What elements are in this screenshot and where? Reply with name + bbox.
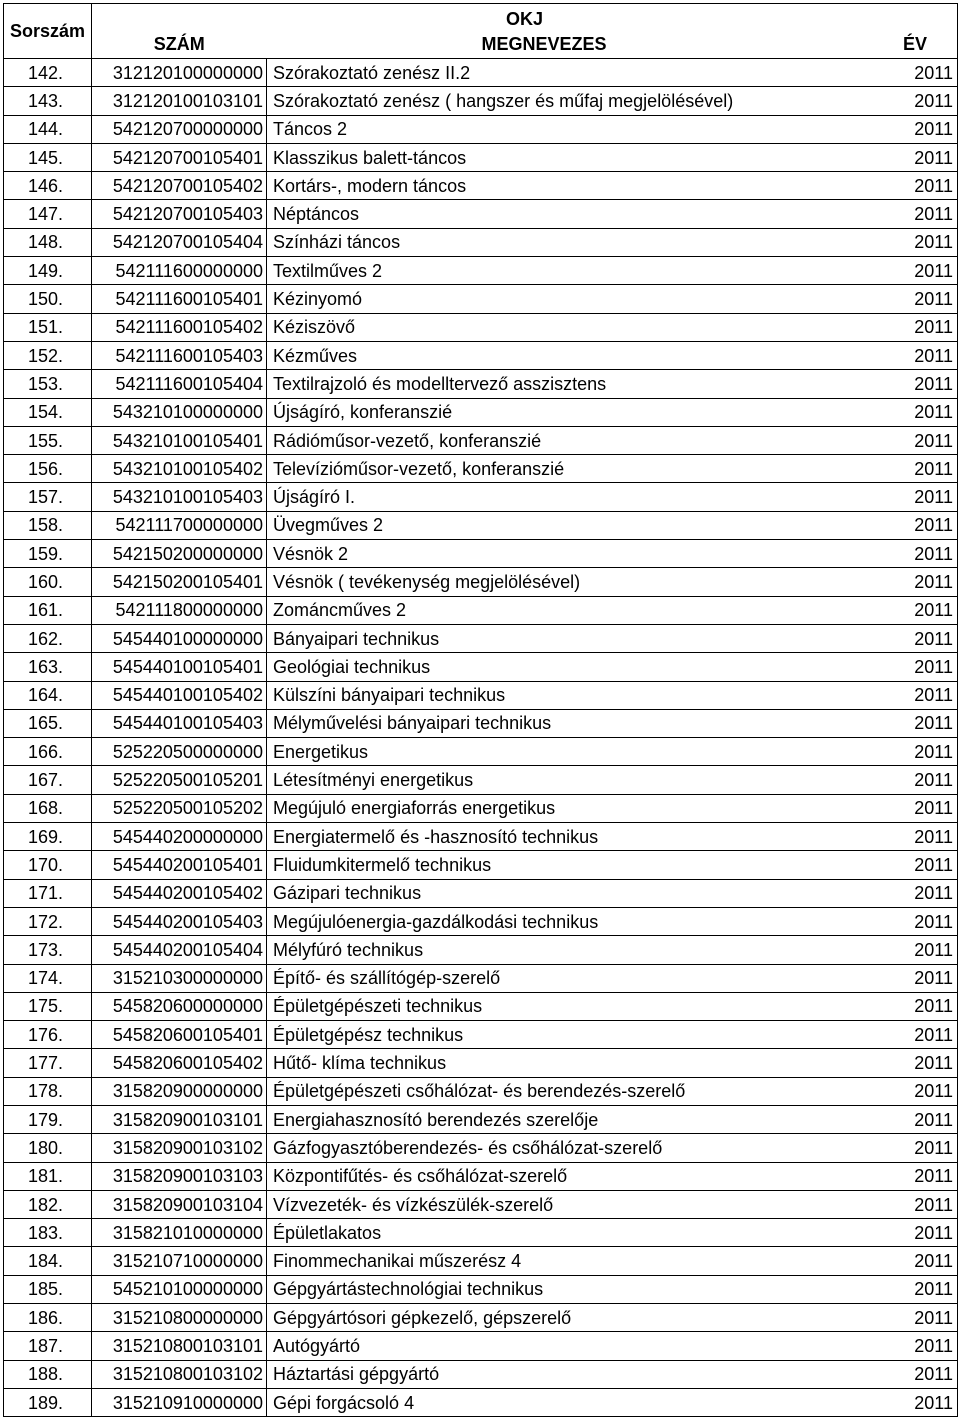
year-cell: 2011	[822, 1105, 958, 1133]
okj-code: 312120100000000	[92, 59, 267, 87]
table-row	[4, 313, 958, 341]
table-row	[4, 624, 958, 652]
okj-code: 542150200000000	[92, 540, 267, 568]
okj-code: 545440100105403	[92, 709, 267, 737]
table-row	[4, 738, 958, 766]
okj-code: 525220500105201	[92, 766, 267, 794]
table-row	[4, 1332, 958, 1360]
row-number: 181.	[4, 1162, 92, 1190]
table-body	[4, 59, 958, 1417]
qualification-name: Energetikus	[267, 738, 822, 766]
table-row	[4, 1077, 958, 1105]
okj-code: 545820600105401	[92, 1021, 267, 1049]
year-cell: 2011	[822, 228, 958, 256]
qualification-name: Újságíró, konferanszié	[267, 398, 822, 426]
row-number: 179.	[4, 1105, 92, 1133]
row-number: 146.	[4, 172, 92, 200]
row-number: 187.	[4, 1332, 92, 1360]
qualification-name: Rádióműsor-vezető, konferanszié	[267, 426, 822, 454]
row-number: 185.	[4, 1275, 92, 1303]
table-row	[4, 257, 958, 285]
year-cell: 2011	[822, 398, 958, 426]
qualification-name: Épületlakatos	[267, 1219, 822, 1247]
header-megnevezes: MEGNEVEZES	[267, 31, 822, 59]
table-row	[4, 1021, 958, 1049]
row-number: 147.	[4, 200, 92, 228]
year-cell: 2011	[822, 766, 958, 794]
qualification-name: Klasszikus balett-táncos	[267, 143, 822, 171]
qualification-name: Textilrajzoló és modelltervező asszisztens	[267, 370, 822, 398]
table-row	[4, 398, 958, 426]
row-number: 145.	[4, 143, 92, 171]
table-row	[4, 1190, 958, 1218]
table-header	[4, 4, 958, 59]
qualification-name: Újságíró I.	[267, 483, 822, 511]
year-cell: 2011	[822, 172, 958, 200]
table-row	[4, 964, 958, 992]
table-row	[4, 596, 958, 624]
row-number: 189.	[4, 1388, 92, 1416]
qualification-name: Épületgépész technikus	[267, 1021, 822, 1049]
qualification-name: Kézinyomó	[267, 285, 822, 313]
year-cell: 2011	[822, 794, 958, 822]
qualification-name: Üvegműves 2	[267, 511, 822, 539]
okj-code: 315210710000000	[92, 1247, 267, 1275]
okj-code: 315210800000000	[92, 1304, 267, 1332]
table-row	[4, 87, 958, 115]
table-row	[4, 228, 958, 256]
row-number: 167.	[4, 766, 92, 794]
qualification-name: Bányaipari technikus	[267, 624, 822, 652]
okj-code: 315210800103101	[92, 1332, 267, 1360]
year-cell: 2011	[822, 341, 958, 369]
year-cell: 2011	[822, 540, 958, 568]
okj-code: 545440200105403	[92, 907, 267, 935]
table-row	[4, 426, 958, 454]
header-ev: ÉV	[822, 31, 958, 59]
okj-code: 545440200105404	[92, 936, 267, 964]
okj-code: 545440100105402	[92, 681, 267, 709]
year-cell: 2011	[822, 313, 958, 341]
qualification-name: Gépi forgácsoló 4	[267, 1388, 822, 1416]
table-row	[4, 285, 958, 313]
qualification-name: Mélyfúró technikus	[267, 936, 822, 964]
table-row	[4, 653, 958, 681]
row-number: 148.	[4, 228, 92, 256]
row-number: 175.	[4, 992, 92, 1020]
year-cell: 2011	[822, 426, 958, 454]
header-sorszam: Sorszám	[4, 4, 92, 59]
table-row	[4, 568, 958, 596]
qualification-name: Energiatermelő és -hasznosító technikus	[267, 823, 822, 851]
table-row	[4, 1049, 958, 1077]
okj-code: 545440200105401	[92, 851, 267, 879]
year-cell: 2011	[822, 257, 958, 285]
okj-code: 315820900103104	[92, 1190, 267, 1218]
table-row	[4, 1360, 958, 1388]
year-cell: 2011	[822, 1134, 958, 1162]
qualification-name: Létesítményi energetikus	[267, 766, 822, 794]
okj-code: 542111600105404	[92, 370, 267, 398]
year-cell: 2011	[822, 681, 958, 709]
year-cell: 2011	[822, 1247, 958, 1275]
year-cell: 2011	[822, 1049, 958, 1077]
table-row	[4, 1388, 958, 1416]
table-row	[4, 483, 958, 511]
okj-code: 315820900103103	[92, 1162, 267, 1190]
okj-code: 545820600000000	[92, 992, 267, 1020]
row-number: 158.	[4, 511, 92, 539]
table-row	[4, 1275, 958, 1303]
row-number: 170.	[4, 851, 92, 879]
qualification-name: Mélyművelési bányaipari technikus	[267, 709, 822, 737]
row-number: 169.	[4, 823, 92, 851]
okj-code: 543210100105402	[92, 455, 267, 483]
table-row	[4, 879, 958, 907]
year-cell: 2011	[822, 879, 958, 907]
year-cell: 2011	[822, 1332, 958, 1360]
row-number: 180.	[4, 1134, 92, 1162]
qualification-name: Televízióműsor-vezető, konferanszié	[267, 455, 822, 483]
year-cell: 2011	[822, 568, 958, 596]
qualification-name: Épületgépészeti csőhálózat- és berendezés-szerelő	[267, 1077, 822, 1105]
qualification-name: Központifűtés- és csőhálózat-szerelő	[267, 1162, 822, 1190]
row-number: 171.	[4, 879, 92, 907]
row-number: 143.	[4, 87, 92, 115]
row-number: 156.	[4, 455, 92, 483]
qualification-name: Gázipari technikus	[267, 879, 822, 907]
qualification-name: Hűtő- klíma technikus	[267, 1049, 822, 1077]
year-cell: 2011	[822, 1275, 958, 1303]
header-okj: OKJ	[92, 4, 958, 32]
year-cell: 2011	[822, 596, 958, 624]
qualification-name: Vízvezeték- és vízkészülék-szerelő	[267, 1190, 822, 1218]
qualification-name: Építő- és szállítógép-szerelő	[267, 964, 822, 992]
okj-code: 545210100000000	[92, 1275, 267, 1303]
qualification-name: Geológiai technikus	[267, 653, 822, 681]
qualification-name: Vésnök ( tevékenység megjelölésével)	[267, 568, 822, 596]
row-number: 188.	[4, 1360, 92, 1388]
okj-table	[3, 3, 958, 1417]
table-row	[4, 794, 958, 822]
table-row	[4, 709, 958, 737]
qualification-name: Háztartási gépgyártó	[267, 1360, 822, 1388]
qualification-name: Táncos 2	[267, 115, 822, 143]
year-cell: 2011	[822, 653, 958, 681]
table-row	[4, 936, 958, 964]
year-cell: 2011	[822, 285, 958, 313]
qualification-name: Kéziszövő	[267, 313, 822, 341]
table-row	[4, 511, 958, 539]
qualification-name: Kézműves	[267, 341, 822, 369]
year-cell: 2011	[822, 511, 958, 539]
year-cell: 2011	[822, 851, 958, 879]
year-cell: 2011	[822, 1360, 958, 1388]
okj-table-sheet	[3, 3, 957, 1417]
table-row	[4, 907, 958, 935]
year-cell: 2011	[822, 87, 958, 115]
qualification-name: Megújuló energiaforrás energetikus	[267, 794, 822, 822]
qualification-name: Megújulóenergia-gazdálkodási technikus	[267, 907, 822, 935]
qualification-name: Szórakoztató zenész II.2	[267, 59, 822, 87]
year-cell: 2011	[822, 1304, 958, 1332]
year-cell: 2011	[822, 709, 958, 737]
table-row	[4, 1162, 958, 1190]
year-cell: 2011	[822, 823, 958, 851]
row-number: 173.	[4, 936, 92, 964]
row-number: 162.	[4, 624, 92, 652]
qualification-name: Kortárs-, modern táncos	[267, 172, 822, 200]
okj-code: 312120100103101	[92, 87, 267, 115]
row-number: 166.	[4, 738, 92, 766]
row-number: 149.	[4, 257, 92, 285]
row-number: 184.	[4, 1247, 92, 1275]
year-cell: 2011	[822, 1219, 958, 1247]
row-number: 182.	[4, 1190, 92, 1218]
year-cell: 2011	[822, 455, 958, 483]
qualification-name: Zománcműves 2	[267, 596, 822, 624]
year-cell: 2011	[822, 483, 958, 511]
row-number: 176.	[4, 1021, 92, 1049]
year-cell: 2011	[822, 1077, 958, 1105]
row-number: 152.	[4, 341, 92, 369]
row-number: 168.	[4, 794, 92, 822]
year-cell: 2011	[822, 143, 958, 171]
okj-code: 315210910000000	[92, 1388, 267, 1416]
okj-code: 545440100000000	[92, 624, 267, 652]
okj-code: 545440100105401	[92, 653, 267, 681]
okj-code: 315820900000000	[92, 1077, 267, 1105]
table-row	[4, 766, 958, 794]
table-row	[4, 172, 958, 200]
year-cell: 2011	[822, 115, 958, 143]
table-row	[4, 341, 958, 369]
row-number: 178.	[4, 1077, 92, 1105]
qualification-name: Finommechanikai műszerész 4	[267, 1247, 822, 1275]
okj-code: 315820900103101	[92, 1105, 267, 1133]
row-number: 159.	[4, 540, 92, 568]
okj-code: 542120700105401	[92, 143, 267, 171]
table-row	[4, 200, 958, 228]
qualification-name: Fluidumkitermelő technikus	[267, 851, 822, 879]
table-row	[4, 115, 958, 143]
year-cell: 2011	[822, 1162, 958, 1190]
table-row	[4, 1247, 958, 1275]
okj-code: 525220500105202	[92, 794, 267, 822]
row-number: 157.	[4, 483, 92, 511]
okj-code: 315210800103102	[92, 1360, 267, 1388]
table-row	[4, 143, 958, 171]
row-number: 154.	[4, 398, 92, 426]
row-number: 165.	[4, 709, 92, 737]
table-row	[4, 455, 958, 483]
qualification-name: Gépgyártósori gépkezelő, gépszerelő	[267, 1304, 822, 1332]
row-number: 160.	[4, 568, 92, 596]
year-cell: 2011	[822, 370, 958, 398]
year-cell: 2011	[822, 992, 958, 1020]
table-row	[4, 851, 958, 879]
qualification-name: Gépgyártástechnológiai technikus	[267, 1275, 822, 1303]
row-number: 155.	[4, 426, 92, 454]
okj-code: 545440200105402	[92, 879, 267, 907]
table-row	[4, 540, 958, 568]
okj-code: 545820600105402	[92, 1049, 267, 1077]
year-cell: 2011	[822, 936, 958, 964]
okj-code: 542111700000000	[92, 511, 267, 539]
okj-code: 315210300000000	[92, 964, 267, 992]
row-number: 174.	[4, 964, 92, 992]
year-cell: 2011	[822, 200, 958, 228]
year-cell: 2011	[822, 1021, 958, 1049]
table-row	[4, 370, 958, 398]
qualification-name: Épületgépészeti technikus	[267, 992, 822, 1020]
row-number: 164.	[4, 681, 92, 709]
row-number: 153.	[4, 370, 92, 398]
year-cell: 2011	[822, 907, 958, 935]
row-number: 183.	[4, 1219, 92, 1247]
okj-code: 542120700105404	[92, 228, 267, 256]
header-szam: SZÁM	[92, 31, 267, 59]
row-number: 186.	[4, 1304, 92, 1332]
qualification-name: Szórakoztató zenész ( hangszer és műfaj megjelölésével)	[267, 87, 822, 115]
row-number: 161.	[4, 596, 92, 624]
okj-code: 542111600105402	[92, 313, 267, 341]
okj-code: 542120700105402	[92, 172, 267, 200]
row-number: 177.	[4, 1049, 92, 1077]
okj-code: 315821010000000	[92, 1219, 267, 1247]
table-row	[4, 1304, 958, 1332]
row-number: 172.	[4, 907, 92, 935]
table-row	[4, 1105, 958, 1133]
row-number: 144.	[4, 115, 92, 143]
okj-code: 543210100000000	[92, 398, 267, 426]
qualification-name: Színházi táncos	[267, 228, 822, 256]
okj-code: 525220500000000	[92, 738, 267, 766]
table-row	[4, 59, 958, 87]
qualification-name: Gázfogyasztóberendezés- és csőhálózat-szerelő	[267, 1134, 822, 1162]
row-number: 151.	[4, 313, 92, 341]
okj-code: 542120700000000	[92, 115, 267, 143]
table-row	[4, 1134, 958, 1162]
year-cell: 2011	[822, 1190, 958, 1218]
table-row	[4, 823, 958, 851]
okj-code: 543210100105403	[92, 483, 267, 511]
okj-code: 542111600105401	[92, 285, 267, 313]
year-cell: 2011	[822, 624, 958, 652]
year-cell: 2011	[822, 1388, 958, 1416]
table-row	[4, 681, 958, 709]
okj-code: 542111600000000	[92, 257, 267, 285]
qualification-name: Néptáncos	[267, 200, 822, 228]
row-number: 163.	[4, 653, 92, 681]
qualification-name: Textilműves 2	[267, 257, 822, 285]
okj-code: 542120700105403	[92, 200, 267, 228]
okj-code: 543210100105401	[92, 426, 267, 454]
year-cell: 2011	[822, 738, 958, 766]
okj-code: 545440200000000	[92, 823, 267, 851]
row-number: 150.	[4, 285, 92, 313]
row-number: 142.	[4, 59, 92, 87]
table-row	[4, 1219, 958, 1247]
qualification-name: Külszíni bányaipari technikus	[267, 681, 822, 709]
qualification-name: Autógyártó	[267, 1332, 822, 1360]
okj-code: 542111600105403	[92, 341, 267, 369]
qualification-name: Vésnök 2	[267, 540, 822, 568]
okj-code: 315820900103102	[92, 1134, 267, 1162]
okj-code: 542150200105401	[92, 568, 267, 596]
year-cell: 2011	[822, 59, 958, 87]
okj-code: 542111800000000	[92, 596, 267, 624]
qualification-name: Energiahasznosító berendezés szerelője	[267, 1105, 822, 1133]
year-cell: 2011	[822, 964, 958, 992]
table-row	[4, 992, 958, 1020]
